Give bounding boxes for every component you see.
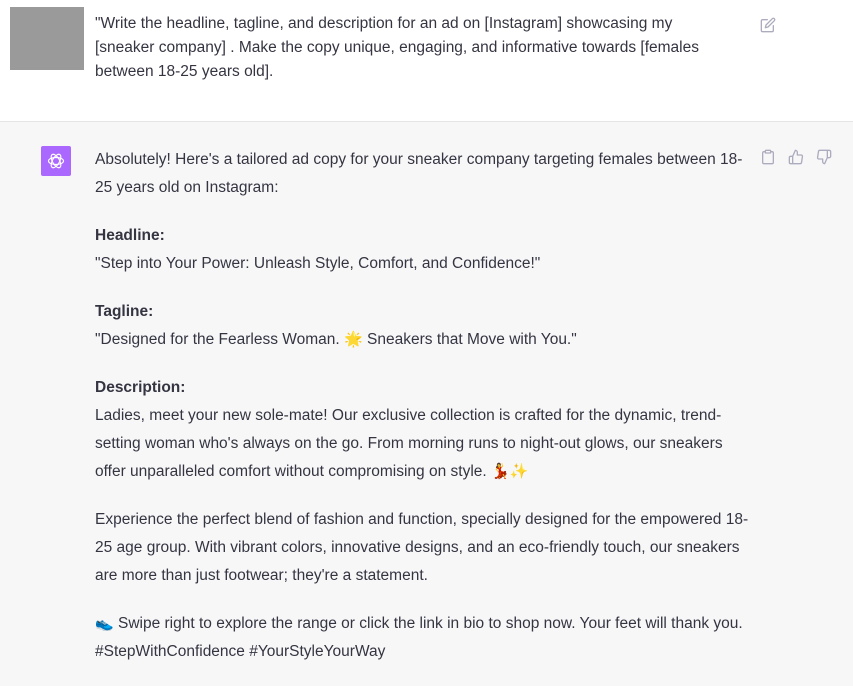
edit-icon[interactable] [760,17,776,33]
description-label: Description: [95,379,186,396]
answer-intro: Absolutely! Here's a tailored ad copy for your sneaker company targeting females between 18-25 years old on Instagram: [95,151,743,196]
headline-text: "Step into Your Power: Unleash Style, Comfort, and Confidence!" [95,255,541,272]
description-block [95,374,750,486]
tagline-label: Tagline: [95,303,154,320]
tagline-text-part2: Sneakers that Move with You." [367,331,577,348]
description-paragraph-2: Experience the perfect blend of fashion and function, specially designed for the empowered 18-25 age group. With vibrant colors, innovative designs, and an eco-friendly touch, our sneakers are more than just footwear; they're a statement. [95,511,749,584]
cta-paragraph [95,610,750,666]
thumbs-up-icon[interactable] [788,149,804,165]
user-avatar [10,7,84,70]
message-actions [760,149,832,165]
headline-label: Headline: [95,227,165,244]
headline-block [95,222,750,278]
description-text-1: Ladies, meet your new sole-mate! Our exclusive collection is crafted for the dynamic, trend-setting woman who's always on the go. From morning runs to night-out glows, our sneakers offer unparalleled comfort without compromising on style. [95,407,723,480]
sneaker-emoji: 👟 [95,615,114,632]
thumbs-down-icon[interactable] [816,149,832,165]
tagline-block [95,298,750,354]
tagline-text-part1: "Designed for the Fearless Woman. [95,331,340,348]
assistant-answer [95,146,750,686]
openai-logo-icon [41,146,71,176]
user-message-text: "Write the headline, tagline, and description for an ad on [Instagram] showcasing my [sneaker company] . Make the copy unique, engaging, and informative towards [females between 18-25 years old]. [95,15,699,80]
star-emoji: 🌟 [344,331,363,348]
user-message-row [0,0,853,122]
dancer-sparkles-emoji: 💃✨ [491,463,529,480]
clipboard-icon[interactable] [760,149,776,165]
cta-text: Swipe right to explore the range or click the link in bio to shop now. Your feet will thank you. #StepWithConfidence #YourStyleYourWay [95,615,743,660]
assistant-message-row [0,122,853,686]
